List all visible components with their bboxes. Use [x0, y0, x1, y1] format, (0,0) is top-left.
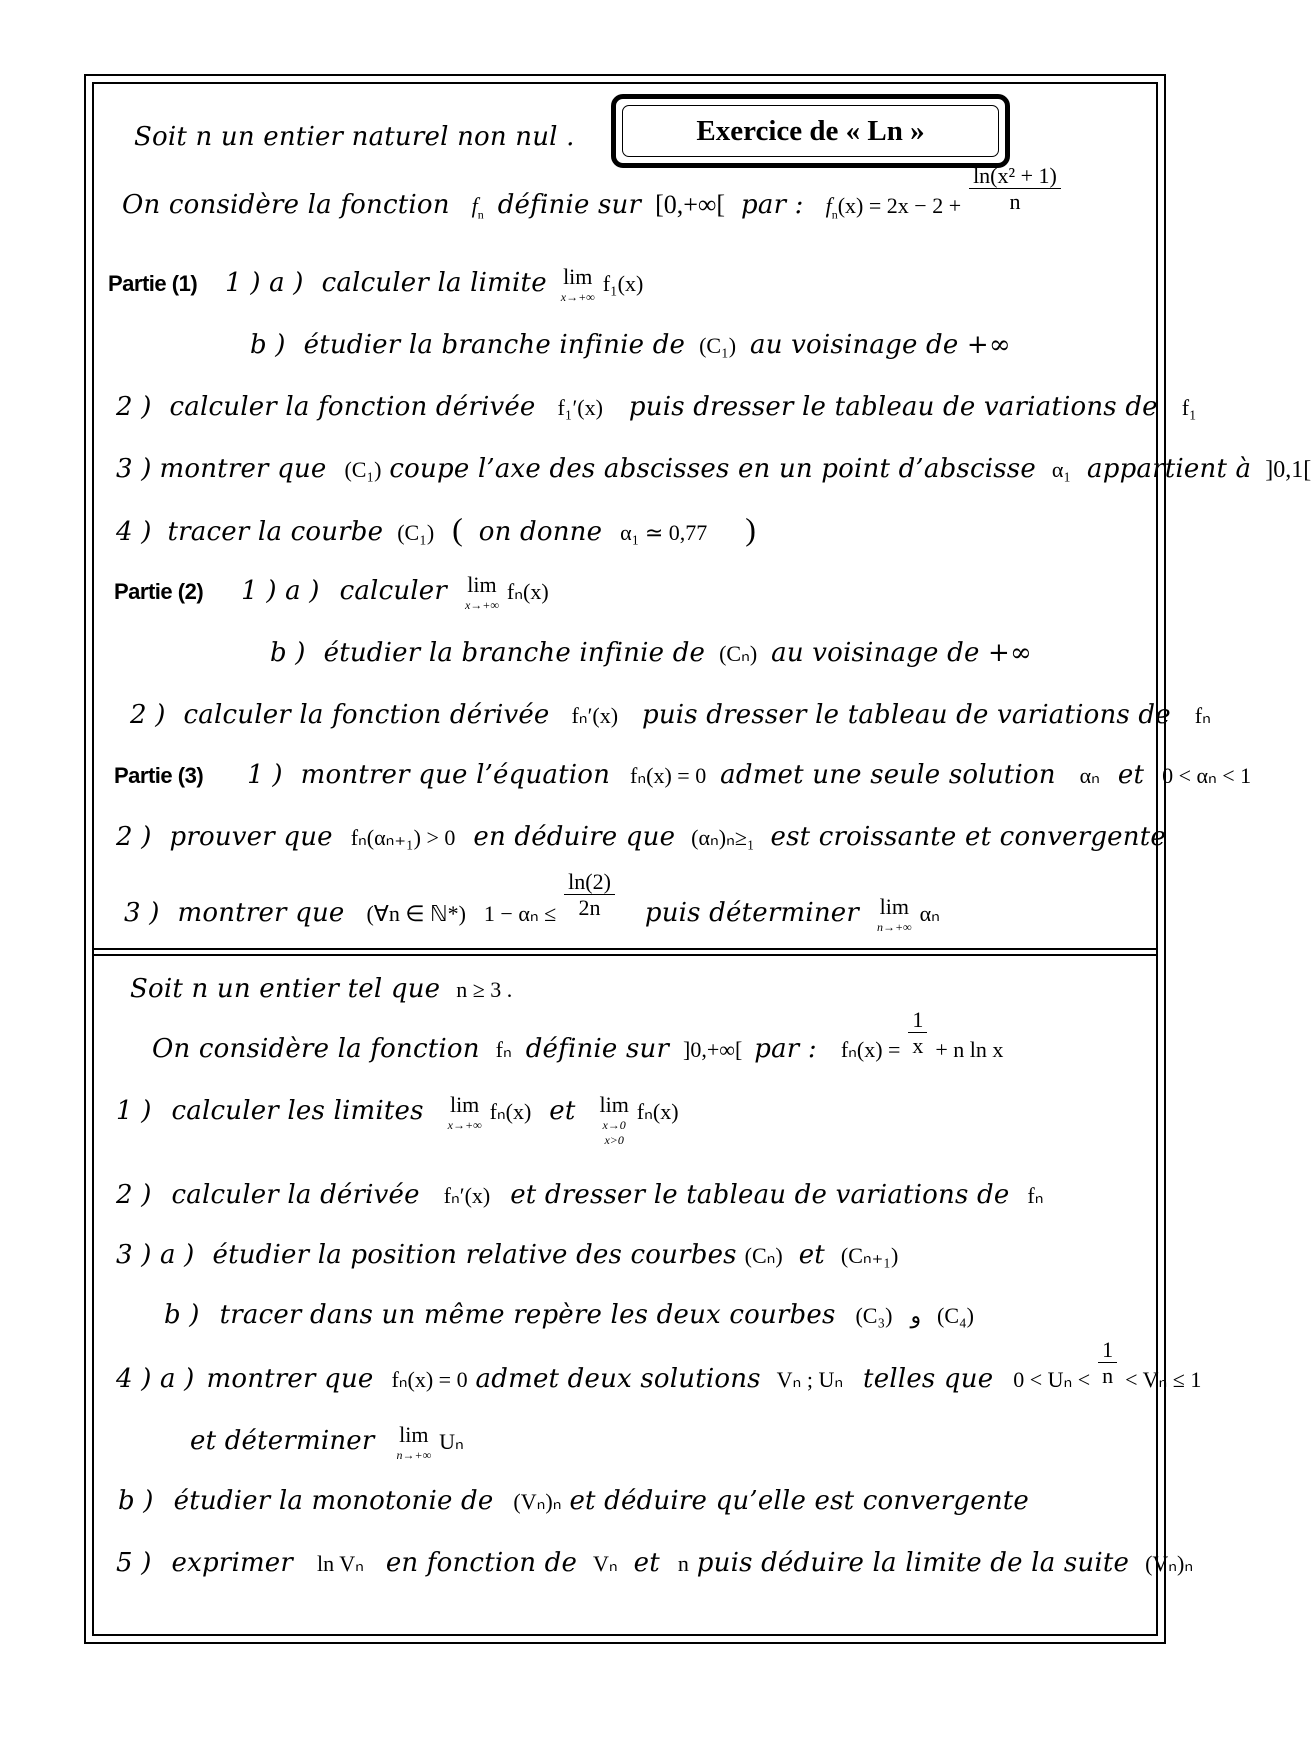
- ex1-p2-q1a: Partie (2) 1 ) a ) calculer lim x→+∞ fₙ(x): [114, 572, 549, 612]
- ex2-q5: 5 ) exprimer ln Vₙ en fonction de Vₙ et n puis déduire la limite de la suite (Vₙ)ₙ: [116, 1548, 1194, 1578]
- ex1-p1-q2: 2 ) calculer la fonction dérivée f₁′(x) puis dresser le tableau de variations de f₁: [116, 392, 1197, 422]
- ex2-definition: On considère la fonction fₙ définie sur ]0,+∞[ par : fₙ(x) = $\frac{1}{x}$ + n ln x: [152, 1006, 1004, 1064]
- ex1-p3-q1: Partie (3) 1 ) montrer que l’équation fₙ(x) = 0 admet une seule solution αₙ et 0 < αₙ < 1: [114, 760, 1252, 790]
- ex1-p1-q1a: Partie (1) 1 ) a ) calculer la limite lim x→+∞ f₁(x): [108, 264, 644, 304]
- ex2-def-fraction: $\frac{1}{x}$: [908, 1007, 927, 1059]
- ex2-q4a-fraction: $\frac{1}{n}$: [1098, 1337, 1117, 1389]
- ex1-p3-q3: 3 ) montrer que (∀n ∈ ℕ*) 1 − αₙ ≤ $\frac{\ln(2)}{2n}$ puis déterminer lim n→+∞ αₙ: [124, 868, 940, 934]
- page-title: Exercice de « Ln »: [696, 114, 925, 147]
- ex1-def-fraction: $\frac{\text{ln(x² + 1)}}{n}$: [969, 163, 1061, 215]
- ex2-q3b: b ) tracer dans un même repère les deux courbes (C₃) و (C₄): [164, 1300, 975, 1330]
- ex1-p2-q2: 2 ) calculer la fonction dérivée fₙ′(x) puis dresser le tableau de variations de fₙ: [130, 700, 1211, 730]
- ex2-q4b: b ) étudier la monotonie de (Vₙ)ₙ et déduire qu’elle est convergente: [118, 1486, 1030, 1516]
- exercise-divider-2: [92, 954, 1158, 956]
- ex1-definition: On considère la fonction $f_n$ définie sur [0,+∞[ par : $f_n(x) = 2x - 2$ + $\frac{\text{ln(x² + 1)}}{n}$: [122, 188, 1061, 231]
- ex2-q4a-cont: et déterminer lim n→+∞ Uₙ: [190, 1422, 464, 1462]
- title-box: [611, 94, 1010, 168]
- ex2-q3a: 3 ) a ) étudier la position relative des courbes (Cₙ) et (Cₙ₊₁): [116, 1240, 899, 1270]
- ex2-q2: 2 ) calculer la dérivée fₙ′(x) et dresser le tableau de variations de fₙ: [116, 1180, 1044, 1210]
- ex1-p3-fraction: $\frac{\ln(2)}{2n}$: [564, 869, 615, 921]
- ex2-intro: Soit n un entier tel que n ≥ 3 .: [130, 974, 513, 1004]
- ex1-p3-q2: 2 ) prouver que fₙ(αₙ₊₁) > 0 en déduire que (αₙ)ₙ≥₁ est croissante et convergente: [116, 822, 1166, 852]
- ex1-p2-q1b: b ) étudier la branche infinie de (Cₙ) au voisinage de +∞: [270, 638, 1032, 668]
- ex1-p1-q4: 4 ) tracer la courbe (C₁) ( on donne α₁ ≃ 0,77 ): [116, 511, 756, 547]
- ex2-q4a: 4 ) a ) montrer que fₙ(x) = 0 admet deux solutions Vₙ ; Uₙ telles que 0 < Uₙ < $\frac{1}{n}$ < Vₙ ≤ 1: [116, 1336, 1202, 1394]
- inner-frame: [92, 82, 1158, 1636]
- ex1-intro: Soit n un entier naturel non nul .: [134, 122, 575, 152]
- ex1-p1-q3: 3 ) montrer que (C₁) coupe l’axe des abscisses en un point d’abscisse α₁ appartient à ]0,1[: [116, 454, 1311, 484]
- ex2-q1: 1 ) calculer les limites lim x→+∞ fₙ(x) et lim x→0 x>0 fₙ(x): [116, 1092, 679, 1147]
- ex1-p1-q1b: b ) étudier la branche infinie de (C₁) au voisinage de +∞: [250, 330, 1011, 360]
- exercise-divider: [92, 948, 1158, 950]
